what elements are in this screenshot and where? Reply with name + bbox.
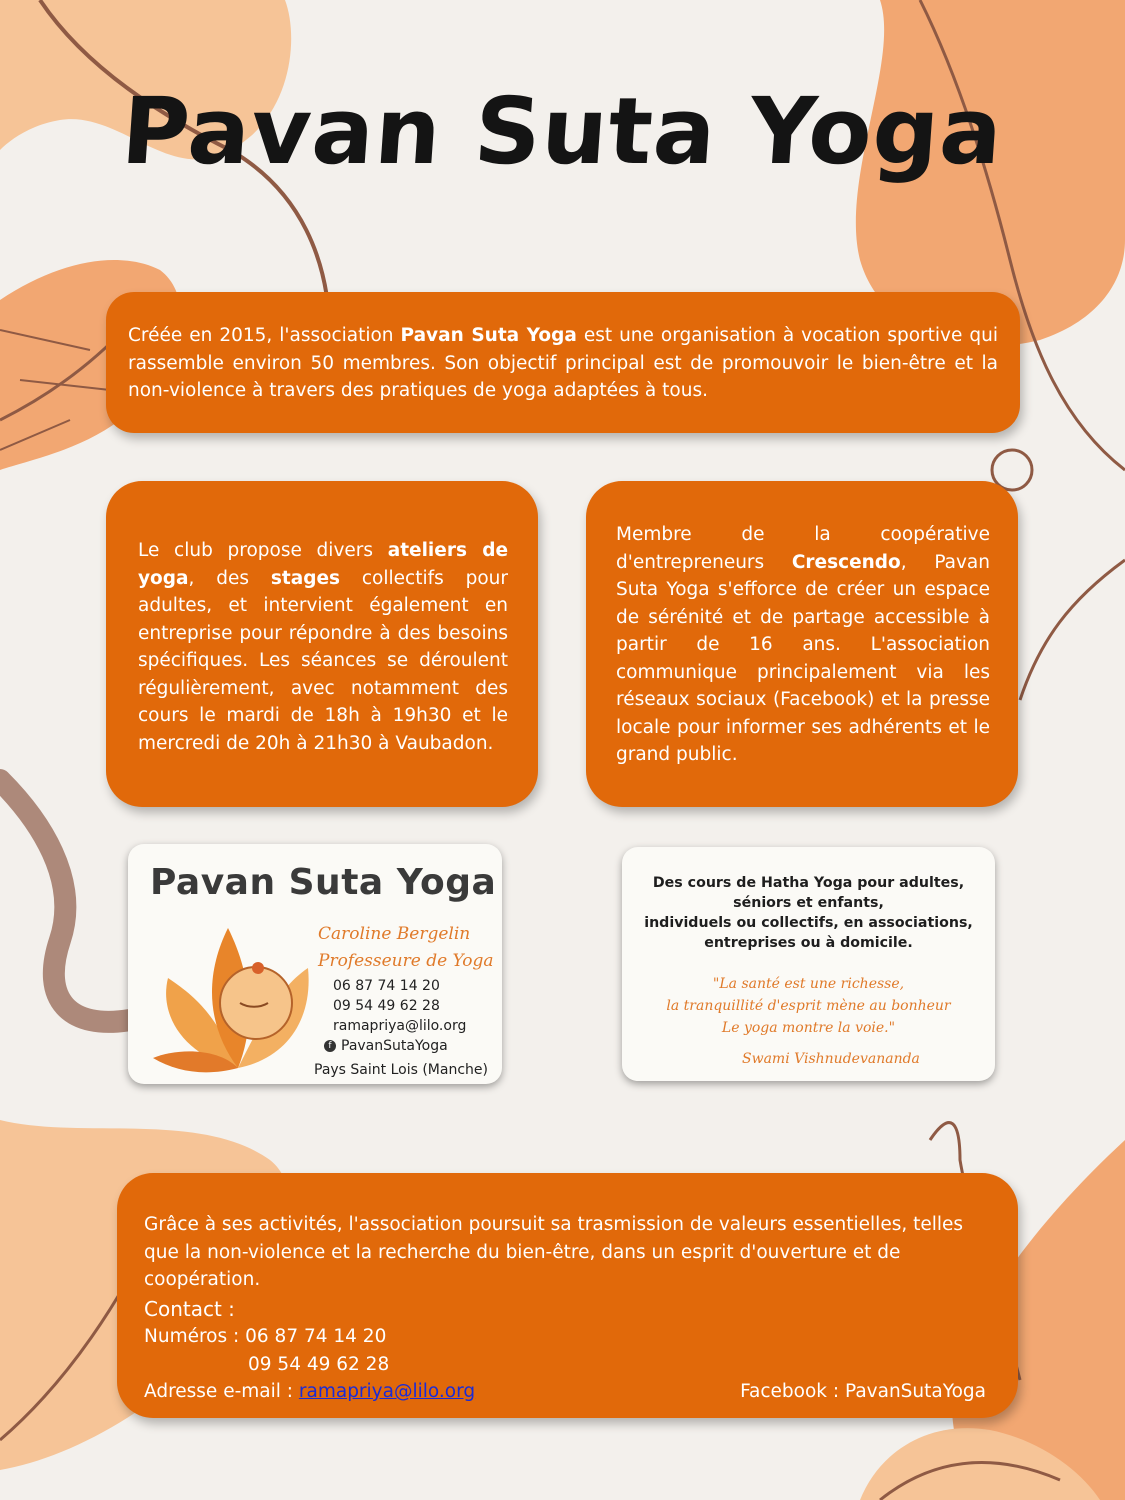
card-back-line-4: entreprises ou à domicile.: [704, 935, 913, 951]
workshops-text-1: Le club propose divers: [138, 540, 388, 561]
card-back-description: [622, 873, 995, 953]
card-facebook: [324, 1038, 448, 1054]
card-back-reflection: [622, 1083, 995, 1143]
numbers-label: Numéros :: [144, 1326, 246, 1347]
card-back-quote: [622, 973, 995, 1039]
member-text-1: Membre de la coopérative d'entrepreneurs: [616, 524, 990, 573]
business-card-back: [622, 847, 995, 1081]
business-card-front: [128, 844, 502, 1084]
contact-heading: Contact :: [144, 1296, 235, 1321]
card-email: ramapriya@lilo.org: [333, 1018, 467, 1034]
card-title: Pavan Suta Yoga: [150, 862, 497, 903]
association-name: Pavan Suta Yoga: [400, 325, 577, 346]
card-back-line-3: individuels ou collectifs, en associations,: [644, 915, 973, 931]
member-highlight-crescendo: Crescendo: [791, 551, 901, 573]
contact-phone-1: 06 87 74 14 20: [245, 1326, 387, 1347]
card-phone-2: 09 54 49 62 28: [333, 998, 440, 1014]
lotus-illustration: [148, 908, 323, 1078]
card-location: Pays Saint Lois (Manche): [314, 1062, 488, 1078]
contact-box: [117, 1173, 1018, 1418]
workshops-highlight-stages: stages: [270, 567, 341, 589]
quote-line-3: Le yoga montre la voie.": [721, 1020, 896, 1036]
quote-author: Swami Vishnudevananda: [742, 1051, 920, 1067]
teacher-name: Caroline Bergelin: [318, 924, 471, 944]
member-box: [586, 481, 1018, 807]
card-front-reflection: [128, 1086, 502, 1156]
workshops-highlight-ateliers: ateliers de yoga: [138, 540, 508, 589]
intro-box: [106, 292, 1020, 433]
card-back-line-1: Des cours de Hatha Yoga pour adultes,: [652, 875, 965, 891]
closing-text: Grâce à ses activités, l'association poursuit sa trasmission de valeurs essentielles, telles que la non-violence et la recherche du bien-être, dans un esprit d'ouverture et de coopération.: [144, 1214, 964, 1290]
numbers-row: [144, 1323, 996, 1351]
workshops-box: [106, 481, 538, 807]
intro-text-start: Créée en 2015, l'association: [128, 325, 401, 346]
quote-line-2: la tranquillité d'esprit mène au bonheur: [666, 998, 951, 1014]
email-facebook-row: [144, 1378, 996, 1406]
card-phone-1: 06 87 74 14 20: [333, 978, 440, 994]
page-title: Pavan Suta Yoga: [118, 78, 1007, 185]
quote-line-1: "La santé est une richesse,: [712, 976, 905, 992]
facebook-contact: Facebook : PavanSutaYoga: [740, 1381, 986, 1402]
facebook-icon: f: [324, 1040, 336, 1052]
workshops-text-3: collectifs pour adultes, et intervient également en entreprise pour répondre à des besoins spécifiques. Les séances se déroulent régulièrement, avec notamment des cours le mardi de 18h à 19h30 et le mercredi de 20h à 21h30 à Vaubadon.: [138, 567, 508, 754]
card-facebook-handle: PavanSutaYoga: [341, 1038, 448, 1054]
email-row: [144, 1378, 475, 1406]
workshops-text-2: , des: [188, 567, 271, 589]
card-back-line-2: séniors et enfants,: [733, 895, 884, 911]
email-label: Adresse e-mail :: [144, 1381, 299, 1402]
teacher-role: Professeure de Yoga: [318, 951, 494, 971]
intro-text-end: est une organisation à vocation sportive qui rassemble environ 50 membres. Son objectif principal est de promouvoir le bien-être et la non-violence à travers des pratiques de yoga adaptées à tous.: [128, 325, 998, 401]
email-link[interactable]: ramapriya@lilo.org: [298, 1381, 476, 1402]
contact-phone-2: 09 54 49 62 28: [248, 1353, 390, 1375]
member-text-2: , Pavan Suta Yoga s'efforce de créer un espace de sérénité et de partage accessible à partir de 16 ans. L'association communique principalement via les réseaux sociaux (Facebook) et la presse locale pour informer ses adhérents et le grand public.: [616, 551, 990, 765]
